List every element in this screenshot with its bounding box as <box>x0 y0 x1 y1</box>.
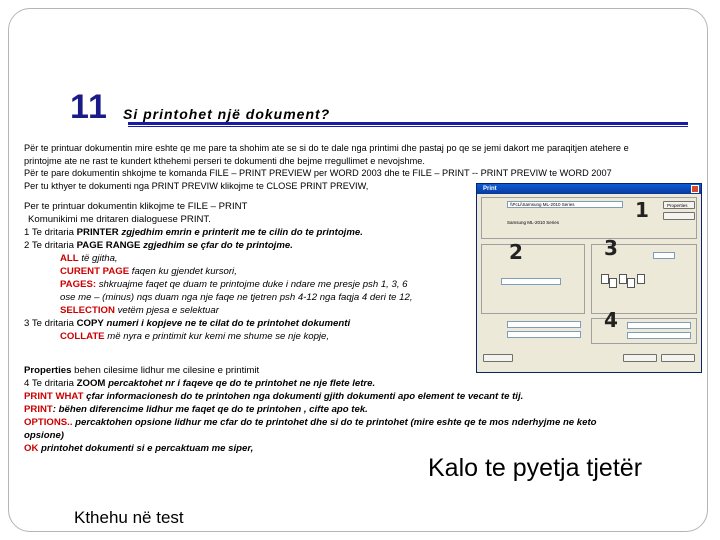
step-line: Properties behen cilesime lidhur me cilesine e printimit <box>24 365 260 376</box>
step-line: opsione) <box>24 430 64 441</box>
marker-4: 4 <box>604 308 618 332</box>
cancel-button <box>661 354 695 362</box>
marker-1: 1 <box>635 198 649 222</box>
step-line: 1 Te dritaria PRINTER zgjedhim emrin e printerit me te cilin do te printojme. <box>24 227 363 238</box>
step-line: SELECTION vetëm pjesa e selektuar <box>60 305 219 316</box>
step-line: ose me – (minus) nqs duam nga nje faqe ne tjetren psh 4-12 nga faqja 4 deri te 12, <box>60 292 413 303</box>
page-icon <box>609 278 617 288</box>
page-title: Si printohet një dokument? <box>123 106 331 122</box>
step-line: OPTIONS.. percaktohen opsione lidhur me cfar do te printohet dhe si do te printohet (mire eshte qe te mos nderhyjme ne keto <box>24 417 597 428</box>
printer-name: \\PcLi\Samsung ML-2010 Series <box>510 202 575 207</box>
step-line: Per te printuar dokumentin klikojme te FILE – PRINT <box>24 201 248 212</box>
intro-line: Per tu kthyer te dokumenti nga PRINT PREVIW klikojme te CLOSE PRINT PREVIW, <box>24 180 369 191</box>
step-line: Komunikimi me dritaren dialoguese PRINT. <box>28 214 211 225</box>
back-to-test-link[interactable]: Kthehu në test <box>74 508 184 527</box>
title-underline-thin <box>128 126 688 127</box>
printer-name-select <box>507 201 623 208</box>
ok-button <box>623 354 657 362</box>
pages-field <box>501 278 561 285</box>
print-dialog-screenshot <box>476 183 702 373</box>
marker-3: 3 <box>604 236 618 260</box>
properties-button <box>663 201 695 209</box>
intro-line: Për te printuar dokumentin mire eshte qe me pare ta shohim ate se si do te dale nga printimi dhe pastaj po qe se jemi dakort me paraqitjen atehere e <box>24 143 629 153</box>
print-select <box>507 331 581 338</box>
step-line: 3 Te dritaria COPY numeri i kopjeve ne te cilat do te printohet dokumenti <box>24 318 351 329</box>
step-line: 2 Te dritaria PAGE RANGE zgjedhim se çfar do te printojme. <box>24 240 293 251</box>
page-icon <box>627 278 635 288</box>
instructions-block <box>24 200 413 343</box>
intro-line: Për te pare dokumentin shkojme te komanda FILE – PRINT PREVIEW per WORD 2003 dhe te FILE – PRINT -- PRINT PREVIW te WORD 2007 <box>24 168 612 178</box>
intro-line: printojme ate ne rast te kundert kthehemi perseri te dokumenti dhe bejme rregullimet e nevojshme. <box>24 155 425 166</box>
step-line: PAGES: shkruajme faqet qe duam te printojme duke i ndare me presje psh 1, 3, 6 <box>60 279 408 290</box>
page-icon <box>601 274 609 284</box>
step-line: OK printohet dokumenti si e percaktuam me siper, <box>24 443 254 454</box>
dialog-title: Print <box>477 184 701 194</box>
step-line: PRINT WHAT çfar informacionesh do te printohen nga dokumenti gjith dokumenti apo element te vecant te tij. <box>24 391 524 402</box>
properties-label: Properties <box>667 203 688 208</box>
title-underline <box>128 122 688 125</box>
slide-number: 11 <box>70 88 108 126</box>
next-question-link[interactable]: Kalo te pyetja tjetër <box>428 454 643 482</box>
step-line: PRINT: bëhen diferencime lidhur me faqet qe do te printohen , cifte apo tek. <box>24 404 368 415</box>
scale-select <box>627 332 691 339</box>
step-line: ALL të gjitha, <box>60 253 118 264</box>
printer-type: Samsung ML-2010 Series <box>507 220 560 225</box>
step-line: CURENT PAGE faqen ku gjendet kursori, <box>60 266 237 277</box>
close-icon <box>691 185 699 193</box>
step-line: COLLATE më nyra e printimit kur kemi me shume se nje kopje, <box>60 331 330 342</box>
options-button <box>483 354 513 362</box>
pages-per-sheet-select <box>627 322 691 329</box>
page-icon <box>619 274 627 284</box>
marker-2: 2 <box>509 240 523 264</box>
step-line: 4 Te dritaria ZOOM percaktohet nr i faqeve qe do te printohet ne nje flete letre. <box>24 378 376 389</box>
copies-field <box>653 252 675 259</box>
print-what-select <box>507 321 581 328</box>
page-icon <box>637 274 645 284</box>
find-printer-button <box>663 212 695 220</box>
instructions-block-2 <box>24 364 700 455</box>
